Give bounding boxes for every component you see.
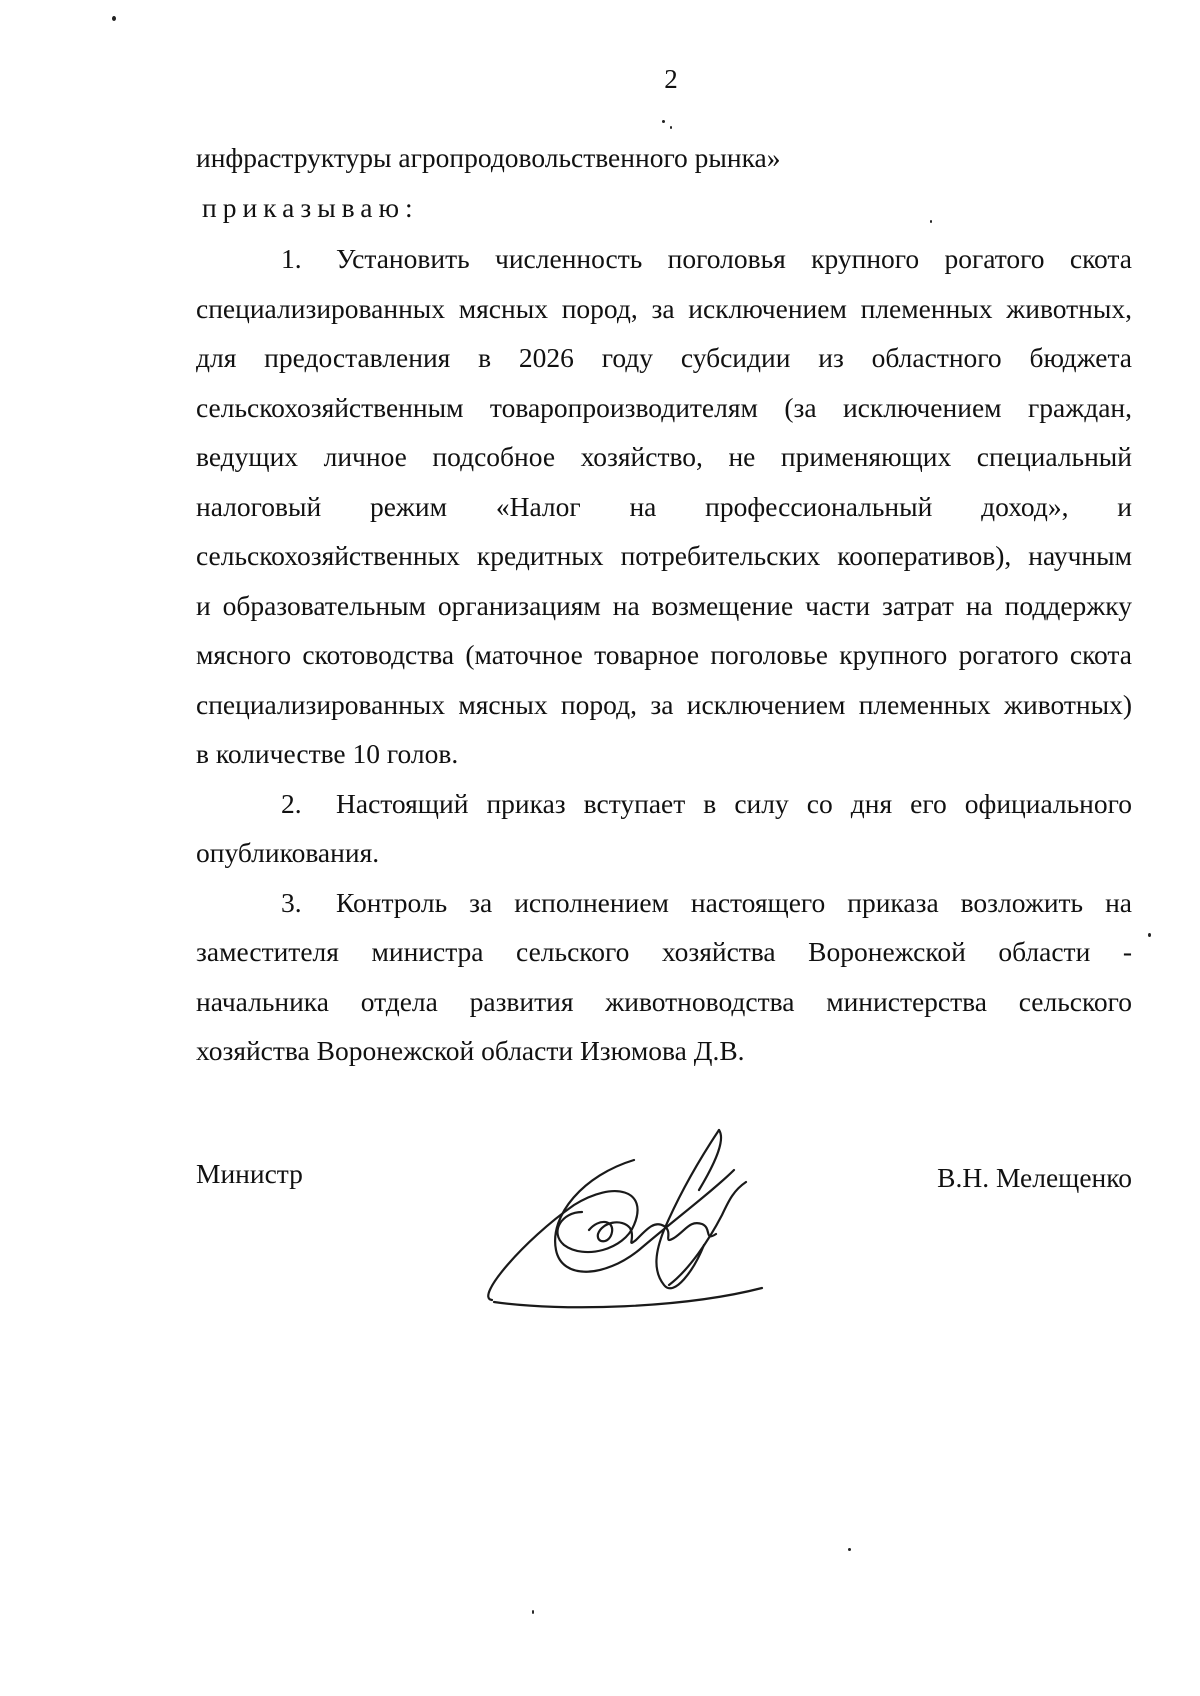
paragraph-line: ведущих личное подсобное хозяйство, не применяющих специальный	[196, 441, 1132, 472]
paragraph-line: мясного скотоводства (маточное товарное поголовье крупного рогатого скота	[196, 639, 1132, 670]
paragraph-item-3	[196, 878, 1132, 1076]
paragraph-item-1	[196, 234, 1132, 779]
paragraph-line: начальника отдела развития животноводства министерства сельского	[196, 985, 1132, 1017]
intro-line: инфраструктуры агропродовольственного рынка»	[196, 142, 781, 173]
paragraph-line: 2. Настоящий приказ вступает в силу со дня его официального	[196, 779, 1132, 829]
signatory-name: В.Н. Мелещенко	[937, 1162, 1132, 1193]
item-number: 2.	[281, 787, 302, 819]
item-number: 1.	[281, 243, 302, 274]
paragraph-line: сельскохозяйственным товаропроизводителям (за исключением граждан,	[196, 391, 1132, 423]
scan-speck	[112, 16, 116, 21]
document-body	[196, 133, 1132, 1076]
paragraph-line: специализированных мясных пород, за исключением племенных животных,	[196, 292, 1132, 324]
paragraph-line: хозяйства Воронежской области Изюмова Д.В.	[196, 1035, 745, 1066]
paragraph-line: и образовательным организациям на возмещение части затрат на поддержку	[196, 589, 1132, 621]
scan-speck	[930, 220, 932, 223]
scan-speck	[1148, 933, 1151, 937]
paragraph-line: налоговый режим «Налог на профессиональный доход», и	[196, 490, 1132, 522]
paragraph-line: для предоставления в 2026 году субсидии из областного бюджета	[196, 342, 1132, 373]
paragraph-item-2	[196, 779, 1132, 878]
scan-speck	[532, 1610, 534, 1614]
paragraph-line: в количестве 10 голов.	[196, 738, 459, 769]
handwritten-signature	[464, 1120, 764, 1310]
scan-speck	[670, 126, 672, 129]
page-number: 2	[664, 64, 678, 94]
paragraph-line: сельскохозяйственных кредитных потребительских кооперативов), научным	[196, 540, 1132, 571]
item-number: 3.	[281, 886, 302, 918]
paragraph-line: специализированных мясных пород, за исключением племенных животных)	[196, 688, 1132, 720]
paragraph-line: 1. Установить численность поголовья крупного рогатого скота	[196, 234, 1132, 284]
signature-block	[196, 1120, 1132, 1320]
paragraph-line: 3. Контроль за исполнением настоящего приказа возложить на	[196, 878, 1132, 928]
order-word: приказываю:	[202, 191, 419, 223]
scan-speck	[848, 1548, 851, 1551]
scan-speck	[662, 120, 665, 123]
paragraph-line: опубликования.	[196, 837, 380, 868]
paragraph-line: заместителя министра сельского хозяйства Воронежской области -	[196, 936, 1132, 967]
signatory-title: Министр	[196, 1158, 303, 1189]
